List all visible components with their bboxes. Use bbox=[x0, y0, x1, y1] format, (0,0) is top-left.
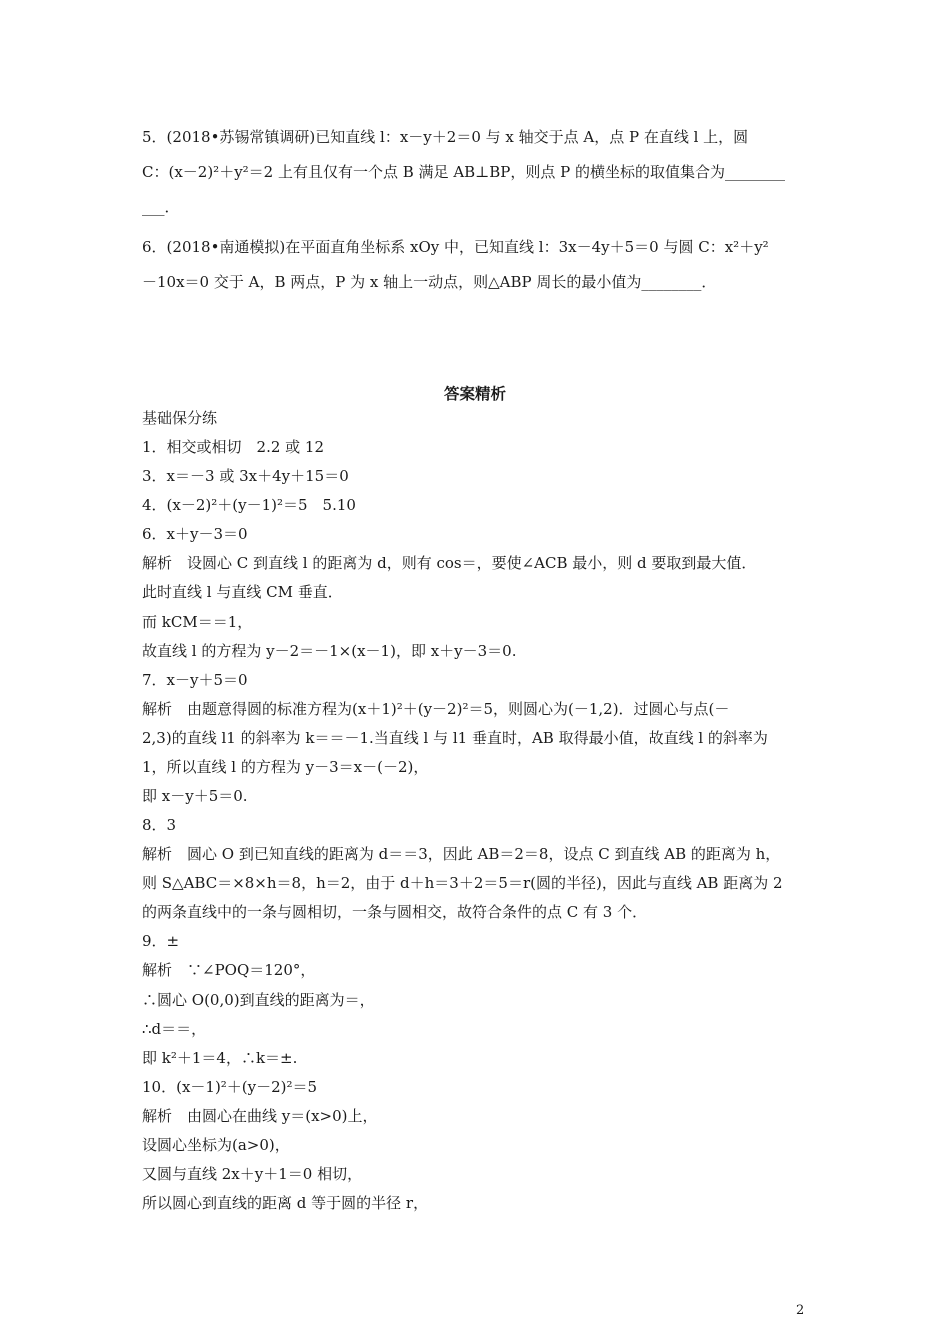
answer-line: 故直线 l 的方程为 y－2＝－1×(x－1)，即 x＋y－3＝0. bbox=[142, 641, 517, 660]
answer-line: 所以圆心到直线的距离 d 等于圆的半径 r， bbox=[142, 1194, 429, 1213]
answer-line: 即 x－y＋5＝0. bbox=[142, 787, 248, 806]
answer-line: 的两条直线中的一条与圆相切，一条与圆相交，故符合条件的点 C 有 3 个． bbox=[142, 903, 648, 922]
answer-line: 又圆与直线 2x＋y＋1＝0 相切， bbox=[142, 1165, 363, 1184]
answer-line: 1，所以直线 l 的方程为 y－3＝x－(－2)， bbox=[142, 757, 429, 776]
answer-line: 则 S△ABC＝×8×h＝8，h＝2，由于 d＋h＝3＋2＝5＝r(圆的半径)，因此与直线 AB 距离为 2 bbox=[142, 874, 783, 893]
answer-line: 解析 设圆心 C 到直线 l 的距离为 d，则有 cos＝，要使∠ACB 最小，则 d 要取到最大值． bbox=[142, 554, 757, 573]
answer-line: 此时直线 l 与直线 CM 垂直． bbox=[142, 583, 343, 602]
answer-line: ∴圆心 O(0,0)到直线的距离为＝， bbox=[142, 990, 375, 1009]
answer-line: 1．相交或相切 2.2 或 12 bbox=[142, 438, 325, 457]
page-number: 2 bbox=[796, 1303, 805, 1318]
answer-line: 设圆心坐标为(a>0)， bbox=[142, 1135, 290, 1154]
question-5-line: 5．(2018•苏锡常镇调研)已知直线 l：x－y＋2＝0 与 x 轴交于点 A，点 P 在直线 l 上，圆 bbox=[142, 128, 749, 146]
question-6 bbox=[142, 230, 810, 300]
question-5 bbox=[142, 120, 810, 225]
answer-section bbox=[142, 404, 812, 1218]
answer-line: 10．(x－1)²＋(y－2)²＝5 bbox=[142, 1077, 318, 1096]
question-6-line: 6．(2018•南通模拟)在平面直角坐标系 xOy 中，已知直线 l：3x－4y＋5＝0 与圆 C：x²＋y² bbox=[142, 238, 769, 256]
answer-line: 而 kCM＝＝1， bbox=[142, 612, 253, 631]
answer-title: 答案精析 bbox=[443, 384, 506, 403]
answer-line: 基础保分练 bbox=[142, 409, 218, 427]
answer-line: 解析 圆心 O 到已知直线的距离为 d＝＝3，因此 AB＝2＝8，设点 C 到直线 AB 的距离为 h， bbox=[142, 845, 781, 864]
answer-line: 解析 由题意得圆的标准方程为(x＋1)²＋(y－2)²＝5，则圆心为(－1,2)．过圆心与点(－ bbox=[142, 699, 730, 718]
answer-line: 9．± bbox=[142, 932, 180, 951]
answer-line: 4．(x－2)²＋(y－1)²＝5 5.10 bbox=[142, 496, 356, 515]
answer-line: 解析 由圆心在曲线 y＝(x>0)上， bbox=[142, 1106, 378, 1125]
answer-line: 2,3)的直线 l1 的斜率为 k＝＝－1.当直线 l 与 l1 垂直时，AB 取得最小值，故直线 l 的斜率为 bbox=[142, 728, 768, 747]
answer-line: 6．x＋y－3＝0 bbox=[142, 525, 248, 544]
answer-line: 7．x－y＋5＝0 bbox=[142, 670, 248, 689]
answer-line: 3．x＝－3 或 3x＋4y＋15＝0 bbox=[142, 467, 349, 486]
question-5-line: C：(x－2)²＋y²＝2 上有且仅有一个点 B 满足 AB⊥BP，则点 P 的横坐标的取值集合为________ bbox=[142, 163, 786, 181]
answer-line: 即 k²＋1＝4，∴k＝±. bbox=[142, 1048, 298, 1067]
answer-line: 8．3 bbox=[142, 816, 177, 835]
answer-line: 解析 ∵∠POQ＝120°， bbox=[142, 961, 316, 980]
question-6-line: －10x＝0 交于 A，B 两点，P 为 x 轴上一动点，则△ABP 周长的最小值为________． bbox=[142, 273, 717, 291]
answer-line: ∴d＝＝， bbox=[142, 1019, 207, 1038]
question-5-line: ___． bbox=[142, 198, 180, 216]
